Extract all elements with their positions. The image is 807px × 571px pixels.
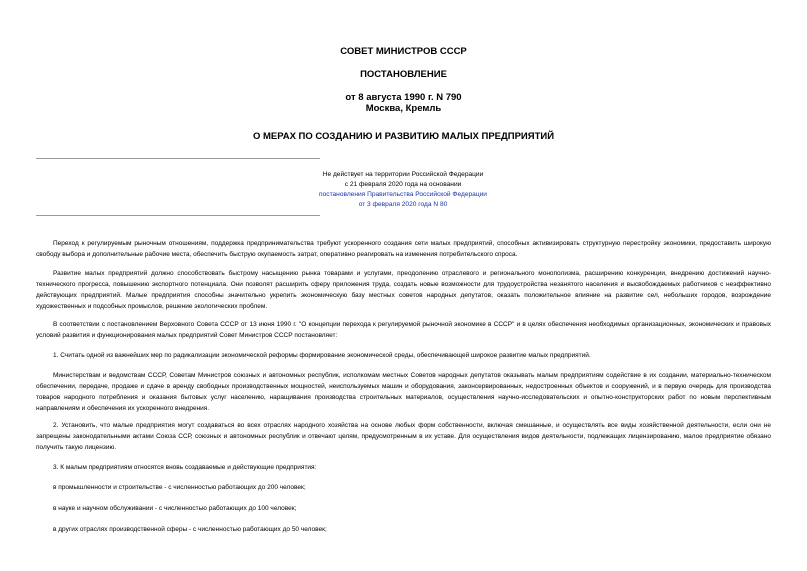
list-item-other: в других отраслях производственной сферы - с численностью работающих до 50 человек; — [53, 526, 327, 533]
paragraph-1: Переход к регулируемым рыночным отношениям, поддержка предпринимательства требуют ускоренного создания сети малых предприятий, способных активизировать структурную перестройку экономики, предоставить широкую свободу выбора и дополнительные рабочие места, обеспечить быструю окупаемость затрат, оперативно реагировать на изменения потребительского спроса. — [36, 240, 771, 258]
document-type: ПОСТАНОВЛЕНИЕ — [360, 69, 447, 80]
document-title: О МЕРАХ ПО СОЗДАНИЮ И РАЗВИТИЮ МАЛЫХ ПРЕДПРИЯТИЙ — [252, 131, 555, 142]
bottom-divider — [36, 215, 320, 216]
authority-heading: СОВЕТ МИНИСТРОВ СССР — [340, 46, 467, 57]
paragraph-item-3: 3. К малым предприятиям относятся вновь создаваемые и действующие предприятия: — [53, 464, 317, 471]
top-divider — [36, 158, 320, 159]
paragraph-item-2: 2. Установить, что малые предприятия могут создаваться во всех отраслях народного хозяйства на основе любых форм собственности, включая смешанные, и осуществлять все виды хозяйственной деятельности, если они не запрещены законодательными актами Союза ССР, союзных и автономных республик и отвечают целям, предусмотренным в их уставе. Для осуществления видов деятельности, подлежащих лицензированию, малое предприятие обязано получить такую лицензию. — [36, 422, 771, 451]
paragraph-2: Развитие малых предприятий должно способствовать быстрому насыщению рынка товарами и услугами, преодолению отраслевого и регионального монополизма, расширению конкуренции, внедрению достижений научно-технического прогресса, повышению экспортного потенциала. Они позволят расширить сферу приложения труда, создать новые возможности для трудоустройства незанятого населения и высвобождаемых работников с неэффективно действующих предприятий. Малые предприятия способны значительно укрепить экономическую базу местных советов народных депутатов, оказать положительное влияние на развитие сел, небольших городов, возрождение художественных и подсобных промыслов, решение экологических проблем. — [36, 270, 771, 310]
document-date-number: от 8 августа 1990 г. N 790 — [345, 92, 462, 103]
paragraph-ministries: Министерствам и ведомствам СССР, Советам Министров союзных и автономных республик, исполкомам местных Советов народных депутатов оказывать малым предприятиям содействие в их создании, материально-техническом обеспечении, передаче, продаже и сдаче в аренду свободных производственных мощностей, неиспользуемых машин и оборудования, законсервированных, недостроенных объектов и сооружений, и в первую очередь для производства товаров народного потребления и оказания бытовых услуг населению, наращивания производства строительных материалов, осуществления научно-исследовательских и опытно-конструкторских работ по новым перспективным направлениям и обеспечения их ускоренного внедрения. — [36, 372, 771, 412]
document-place: Москва, Кремль — [365, 103, 442, 114]
paragraph-item-1: 1. Считать одной из важнейших мер по радикализации экономической реформы формирование экономической среды, обеспечивающей широкое развитие малых предприятий. — [53, 352, 591, 359]
notice-line-2: с 21 февраля 2020 года на основании — [344, 181, 462, 188]
status-notice — [262, 170, 544, 210]
notice-link-decree[interactable]: постановления Правительства Российской Федерации — [319, 191, 487, 198]
list-item-science: в науке и научном обслуживании - с численностью работающих до 100 человек; — [53, 505, 297, 512]
paragraph-3: В соответствии с постановлением Верховного Совета СССР от 13 июня 1990 г. "О концепции перехода к регулируемой рыночной экономике в СССР" и в целях обеспечения необходимых организационных, экономических и правовых условий развития и функционирования малых предприятий Совет Министров СССР постановляет: — [36, 321, 771, 339]
notice-link-date[interactable]: от 3 февраля 2020 года N 80 — [358, 201, 448, 208]
list-item-industry: в промышленности и строительстве - с численностью работающих до 200 человек; — [53, 484, 306, 491]
notice-line-1: Не действует на территории Российской Федерации — [322, 171, 484, 178]
